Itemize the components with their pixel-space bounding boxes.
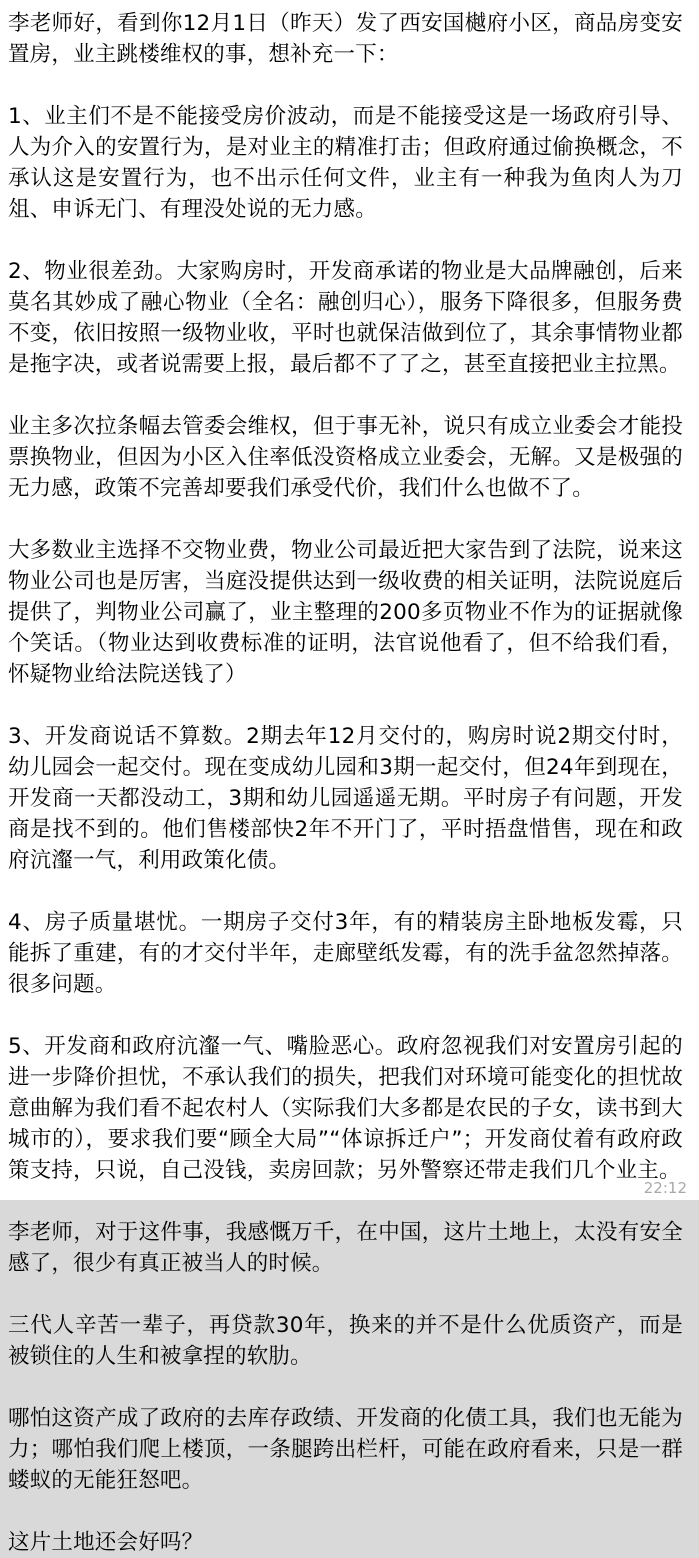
message-paragraph-point-2: 2、物业很差劲。大家购房时，开发商承诺的物业是大品牌融创，后来莫名其妙成了融心物业（全名：融创归心），服务下降很多，但服务费不变，依旧按照一级物业收，平时也就保洁做到位了，其余事情物业都是拖字决，或者说需要上报，最后都不了了之，甚至直接把业主拉黑。 <box>8 259 683 377</box>
message-paragraph-generations: 三代人辛苦一辈子，再贷款30年，换来的并不是什么优质资产，而是被锁住的人生和被拿捏的软肋。 <box>8 1313 683 1369</box>
message-timestamp: 22:12 <box>643 1179 687 1197</box>
message-paragraph-point-5: 5、开发商和政府沆瀣一气、嘴脸恶心。政府忽视我们对安置房引起的进一步降价担忧，不承认我们的损失，把我们对环境可能变化的担忧故意曲解为我们看不起农村人（实际我们大多都是农民的子女，读书到大城市的），要求我们要“顾全大局”“体谅拆迁户”；开发商仗着有政府政策支持，只说，自己没钱，卖房回款；另外警察还带走我们几个业主。 <box>8 1034 683 1183</box>
message-paragraph-court: 大多数业主选择不交物业费，物业公司最近把大家告到了法院，说来这物业公司也是厉害，当庭没提供达到一级收费的相关证明，法院说庭后提供了，判物业公司赢了，业主整理的200多页物业不作为的证据就像个笑话。（物业达到收费标准的证明，法官说他看了，但不给我们看，怀疑物业给法院送钱了） <box>8 538 683 687</box>
message-paragraph-point-1: 1、业主们不是不能接受房价波动，而是不能接受这是一场政府引导、人为介入的安置行为，是对业主的精准打击；但政府通过偷换概念，不承认这是安置行为，也不出示任何文件，业主有一种我为鱼肉人为刀俎、申诉无门、有理没处说的无力感。 <box>8 104 683 222</box>
message-paragraph-reflection: 李老师，对于这件事，我感慨万千，在中国，这片土地上，太没有安全感了，很少有真正被当人的时候。 <box>8 1220 683 1276</box>
message-paragraph-committee: 业主多次拉条幅去管委会维权，但于事无补，说只有成立业委会才能投票换物业，但因为小区入住率低没资格成立业委会，无解。又是极强的无力感，政策不完善却要我们承受代价，我们什么也做不了。 <box>8 414 683 501</box>
message-paragraph-question: 这片土地还会好吗？ <box>8 1530 204 1555</box>
message-paragraph-point-4: 4、房子质量堪忧。一期房子交付3年，有的精装房主卧地板发霉，只能拆了重建，有的才交付半年，走廊壁纸发霉，有的洗手盆忽然掉落。很多问题。 <box>8 910 683 997</box>
message-paragraph-powerless: 哪怕这资产成了政府的去库存政绩、开发商的化债工具，我们也无能为力；哪怕我们爬上楼顶，一条腿跨出栏杆，可能在政府看来，只是一群蝼蚁的无能狂怒吧。 <box>8 1406 683 1493</box>
message-paragraph-greeting: 李老师好，看到你12月1日（昨天）发了西安国樾府小区，商品房变安置房，业主跳楼维权的事，想补充一下： <box>8 11 683 67</box>
message-paragraph-point-3: 3、开发商说话不算数。2期去年12月交付的，购房时说2期交付时，幼儿园会一起交付。现在变成幼儿园和3期一起交付，但24年到现在，开发商一天都没动工，3期和幼儿园遥遥无期。平时房子有问题，开发商是找不到的。他们售楼部快2年不开门了，平时捂盘惜售，现在和政府沆瀣一气，利用政策化债。 <box>8 724 683 873</box>
